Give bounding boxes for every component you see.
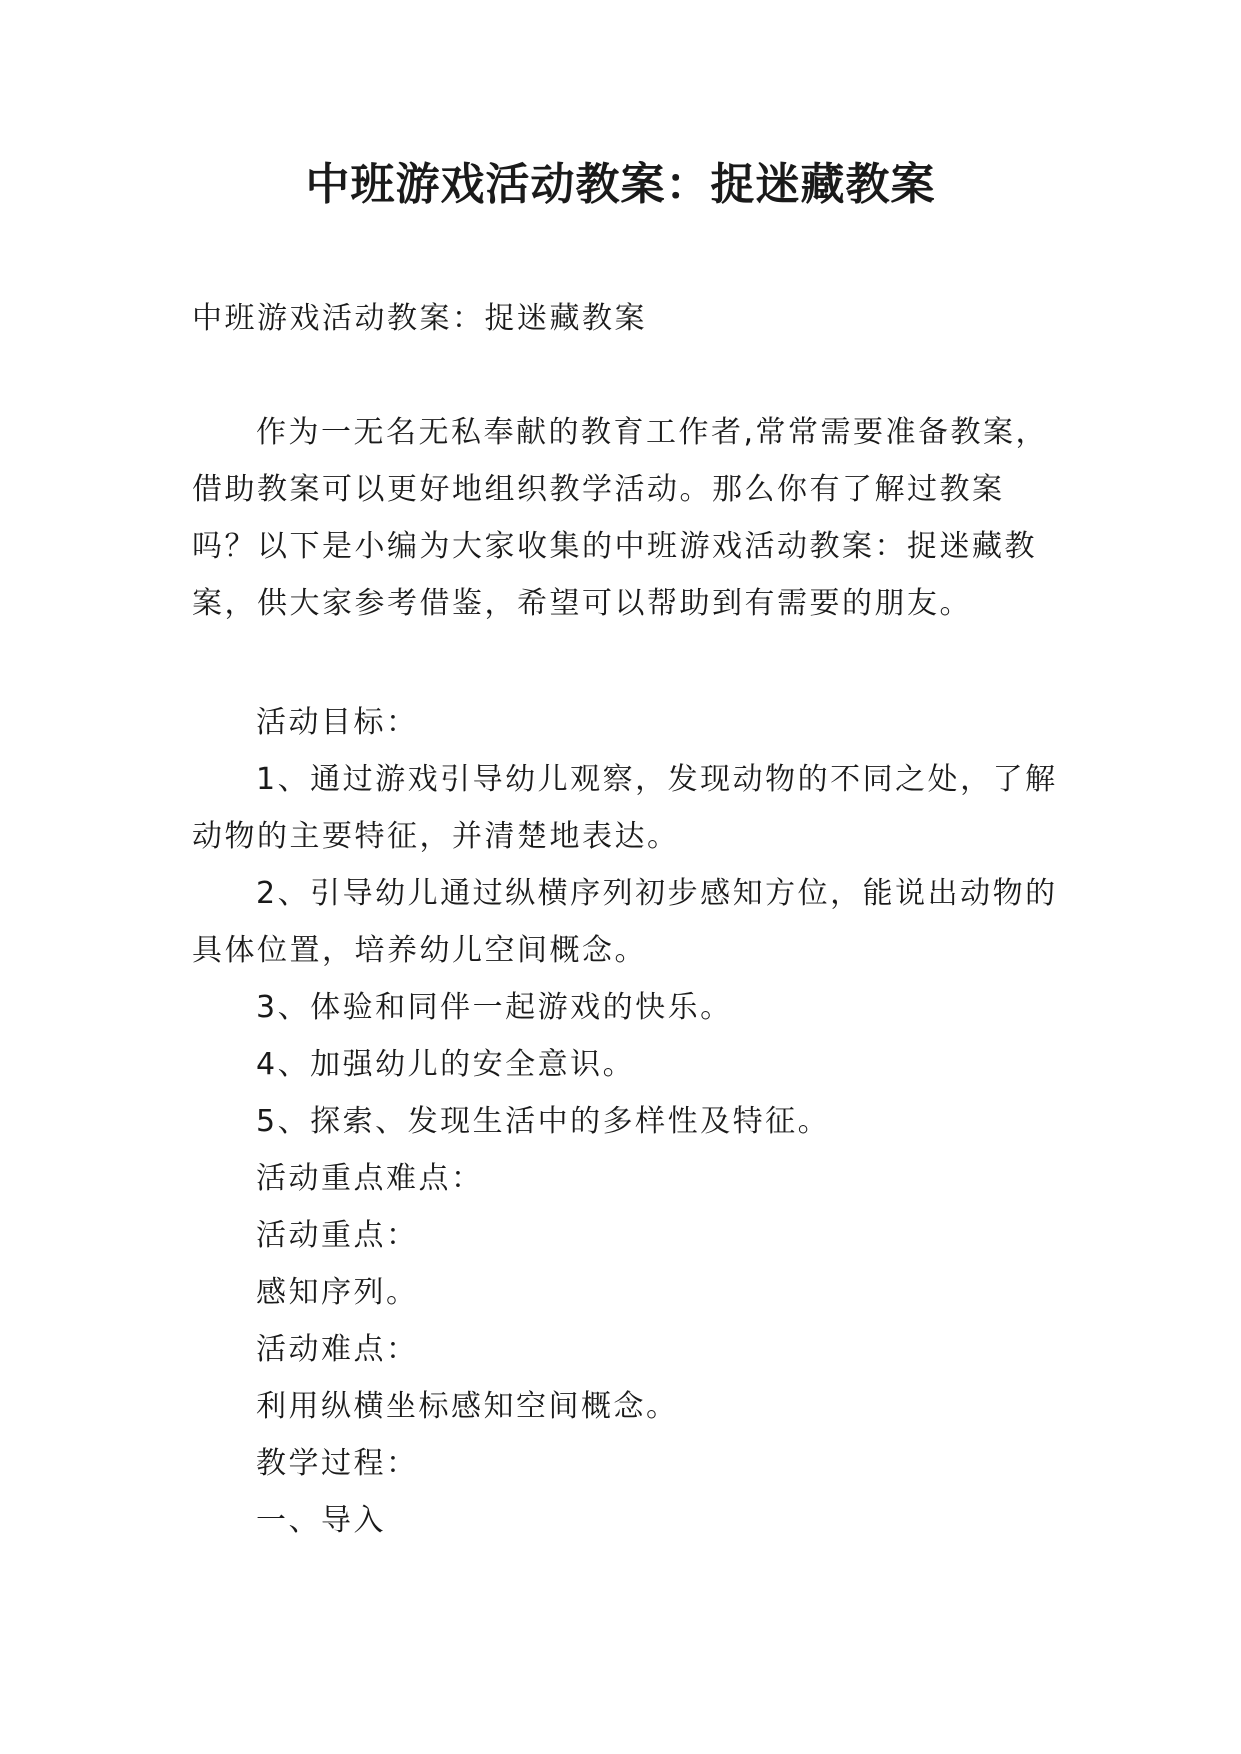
- difficulty-label: 活动难点：: [256, 1332, 419, 1367]
- process-step-1: 一、导入: [256, 1503, 386, 1538]
- key-point-text: 感知序列。: [256, 1275, 419, 1310]
- goal-item-4: 4、加强幼儿的安全意识。: [256, 1047, 636, 1082]
- document-subtitle: 中班游戏活动教案：捉迷藏教案: [192, 301, 647, 336]
- goal-item-2: 2、引导幼儿通过纵横序列初步感知方位，能说出动物的具体位置，培养幼儿空间概念。: [192, 876, 1058, 968]
- content-section: [192, 694, 1058, 1549]
- section-heading-goals: 活动目标：: [256, 705, 419, 740]
- goal-item-3: 3、体验和同伴一起游戏的快乐。: [256, 990, 733, 1025]
- goal-item-1: 1、通过游戏引导幼儿观察，发现动物的不同之处，了解动物的主要特征，并清楚地表达。: [192, 762, 1058, 854]
- intro-paragraph: 作为一无名无私奉献的教育工作者,常常需要准备教案，借助教案可以更好地组织教学活动。那么你有了解过教案吗？以下是小编为大家收集的中班游戏活动教案：捉迷藏教案，供大家参考借鉴，希望可以帮助到有需要的朋友。: [192, 415, 1049, 621]
- document-title: 中班游戏活动教案：捉迷藏教案: [305, 159, 936, 210]
- goal-item-5: 5、探索、发现生活中的多样性及特征。: [256, 1104, 831, 1139]
- key-point-label: 活动重点：: [256, 1218, 419, 1253]
- section-heading-key-points: 活动重点难点：: [256, 1161, 484, 1196]
- section-heading-process: 教学过程：: [256, 1446, 419, 1481]
- difficulty-text: 利用纵横坐标感知空间概念。: [256, 1389, 679, 1424]
